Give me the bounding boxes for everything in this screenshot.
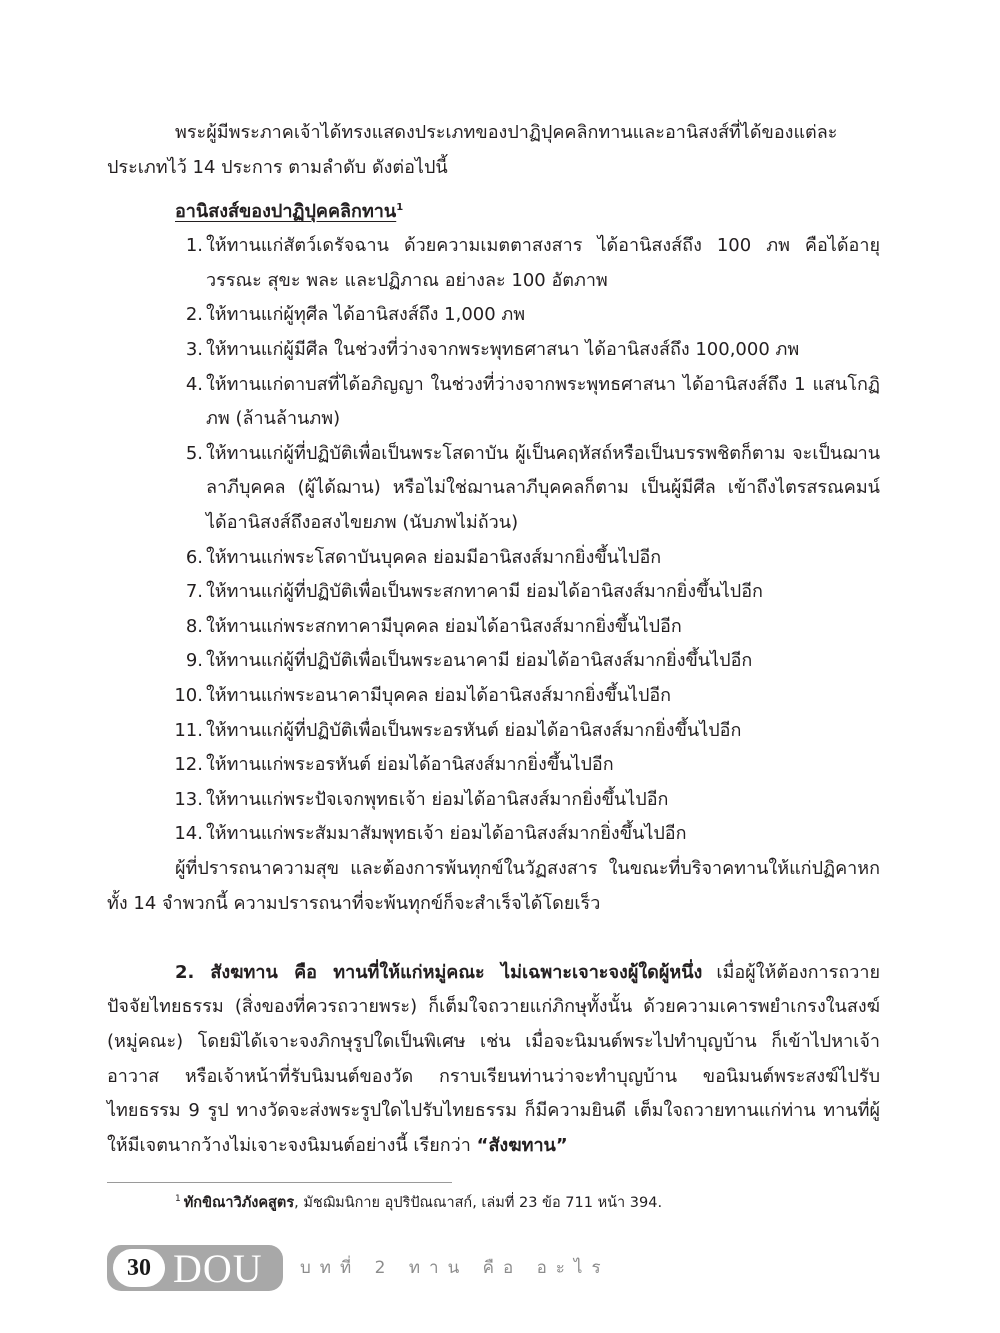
benefits-heading: อานิสงส์ของปาฏิปุคคลิกทาน$^1$ [175,200,404,222]
list-item-text: ให้ทานแก่ผู้ทุศีล ได้อานิสงส์ถึง 1,000 ภพ [206,304,526,326]
footnote-detail: , มัชฌิมนิกาย อุปริปัณณาสก์, เล่มที่ 23 ข้อ 711 หน้า 394. [294,1195,663,1211]
list-item-text: ให้ทานแก่ผู้ที่ปฏิบัติเพื่อเป็นพระสกทาคามี ย่อมได้อานิสงส์มากยิ่งขึ้นไปอีก [206,581,763,603]
dou-logo: DOU [173,1246,263,1291]
list-item [107,644,880,679]
footnote-mark: 1 [175,1194,181,1205]
list-item [107,748,880,783]
footnote-source: ทักขิณาวิภังคสูตร [183,1195,295,1211]
list-item [107,368,880,437]
list-item-number: 8. [185,615,203,637]
section-2-title: สังฆทาน คือ ทานที่ให้แก่หมู่คณะ ไม่เฉพาะเจาะจงผู้ใดผู้หนึ่ง [210,961,703,983]
footnote [175,1190,880,1216]
page-number: 30 [113,1249,165,1287]
list-item [107,783,880,818]
section-2-term: “สังฆทาน” [476,1134,568,1156]
list-item-number: 1. [185,235,203,257]
benefits-heading-text: อานิสงส์ของปาฏิปุคคลิกทาน [175,200,397,222]
list-item-text: ให้ทานแก่พระปัจเจกพุทธเจ้า ย่อมได้อานิสงส์มากยิ่งขึ้นไปอีก [206,788,669,810]
list-item [107,679,880,714]
list-item-text: ให้ทานแก่พระโสดาบันบุคคล ย่อมมีอานิสงส์มากยิ่งขึ้นไปอีก [206,546,662,568]
list-item-text: ให้ทานแก่สัตว์เดรัจฉาน ด้วยความเมตตาสงสาร ได้อานิสงส์ถึง 100 ภพ คือได้อายุ วรรณะ สุขะ พละ และปฏิภาณ อย่างละ 100 อัตภาพ [206,235,880,291]
list-item-number: 4. [185,373,203,395]
list-item-number: 5. [185,442,203,464]
benefits-list [107,229,880,852]
list-item-text: ให้ทานแก่พระอรหันต์ ย่อมได้อานิสงส์มากยิ่งขึ้นไปอีก [206,754,614,776]
list-item [107,575,880,610]
list-item-number: 3. [185,339,203,361]
chapter-title: บทที่ 2 ทาน คือ อะไร [300,1258,610,1278]
list-item-number: 10. [174,685,203,706]
list-item-text: ให้ทานแก่ผู้ที่ปฏิบัติเพื่อเป็นพระโสดาบัน ผู้เป็นคฤหัสถ์หรือเป็นบรรพชิตก็ตาม จะเป็นฌานลาภีบุคคล (ผู้ได้ฌาน) หรือไม่ใช่ฌานลาภีบุคคลก็ตาม เป็นผู้มีศีล เข้าถึงไตรสรณคมน์ ได้อานิสงส์ถึงอสงไขยภพ (นับภพไม่ถ้วน) [206,442,880,534]
list-item-text: ให้ทานแก่พระอนาคามีบุคคล ย่อมได้อานิสงส์มากยิ่งขึ้นไปอีก [206,685,672,706]
section-2-number: 2. [175,961,195,983]
list-item-number: 6. [185,546,203,568]
footnote-divider [107,1182,452,1183]
main-content [107,116,880,1163]
list-item-number: 14. [174,823,203,845]
list-item [107,541,880,576]
list-item-text: ให้ทานแก่พระสกทาคามีบุคคล ย่อมได้อานิสงส์มากยิ่งขึ้นไปอีก [206,615,682,637]
list-item [107,610,880,645]
list-item-number: 7. [185,581,203,603]
list-item-text: ให้ทานแก่ดาบสที่ได้อภิญญา ในช่วงที่ว่างจากพระพุทธศาสนา ได้อานิสงส์ถึง 1 แสนโกฏิภพ (ล้านล้านภพ) [206,373,880,430]
footer-badge [107,1245,283,1291]
section-2-paragraph [107,956,880,1164]
list-item [107,437,880,541]
list-item [107,333,880,368]
list-item-number: 9. [185,650,203,672]
list-item [107,817,880,852]
list-item-number: 12. [174,754,203,776]
list-item [107,714,880,749]
section-2-body: เมื่อผู้ให้ต้องการถวายปัจจัยไทยธรรม (สิ่งของที่ควรถวายพระ) ก็เต็มใจถวายแก่ภิกษุทั้งนั้น ด้วยความเคารพยำเกรงในสงฆ์ (หมู่คณะ) โดยมิได้เจาะจงภิกษุรูปใดเป็นพิเศษ เช่น เมื่อจะนิมนต์พระไปทำบุญบ้าน ก็เข้าไปหาเจ้าอาวาส หรือเจ้าหน้าที่รับนิมนต์ของวัด กราบเรียนท่านว่าจะทำบุญบ้าน ขอนิมนต์พระสงฆ์ไปรับไทยธรรม 9 รูป ทางวัดจะส่งพระรูปใดไปรับไทยธรรม ก็มีความยินดี เต็มใจถวายทานแก่ท่าน ทานที่ผู้ให้มีเจตนากว้างไม่เจาะจงนิมนต์อย่างนี้ เรียกว่า [107,961,880,1156]
list-item-number: 13. [174,788,203,810]
list-item-text: ให้ทานแก่พระสัมมาสัมพุทธเจ้า ย่อมได้อานิสงส์มากยิ่งขึ้นไปอีก [206,823,687,845]
list-item [107,229,880,298]
intro-paragraph: พระผู้มีพระภาคเจ้าได้ทรงแสดงประเภทของปาฏิปุคคลิกทานและอานิสงส์ที่ได้ของแต่ละประเภทไว้ 14 ประการ ตามลำดับ ดังต่อไปนี้ [107,122,838,178]
list-item-text: ให้ทานแก่ผู้ที่ปฏิบัติเพื่อเป็นพระอรหันต์ ย่อมได้อานิสงส์มากยิ่งขึ้นไปอีก [206,719,742,741]
list-item-number: 2. [185,304,203,326]
list-item-text: ให้ทานแก่ผู้ที่ปฏิบัติเพื่อเป็นพระอนาคามี ย่อมได้อานิสงส์มากยิ่งขึ้นไปอีก [206,650,753,672]
conclusion-paragraph: ผู้ที่ปรารถนาความสุข และต้องการพ้นทุกข์ในวัฏสงสาร ในขณะที่บริจาคทานให้แก่ปฏิคาหกทั้ง 14 จำพวกนี้ ความปรารถนาที่จะพ้นทุกข์ก็จะสำเร็จได้โดยเร็ว [107,857,880,914]
list-item [107,298,880,333]
list-item-text: ให้ทานแก่ผู้มีศีล ในช่วงที่ว่างจากพระพุทธศาสนา ได้อานิสงส์ถึง 100,000 ภพ [206,339,800,361]
list-item-number: 11. [174,719,203,741]
